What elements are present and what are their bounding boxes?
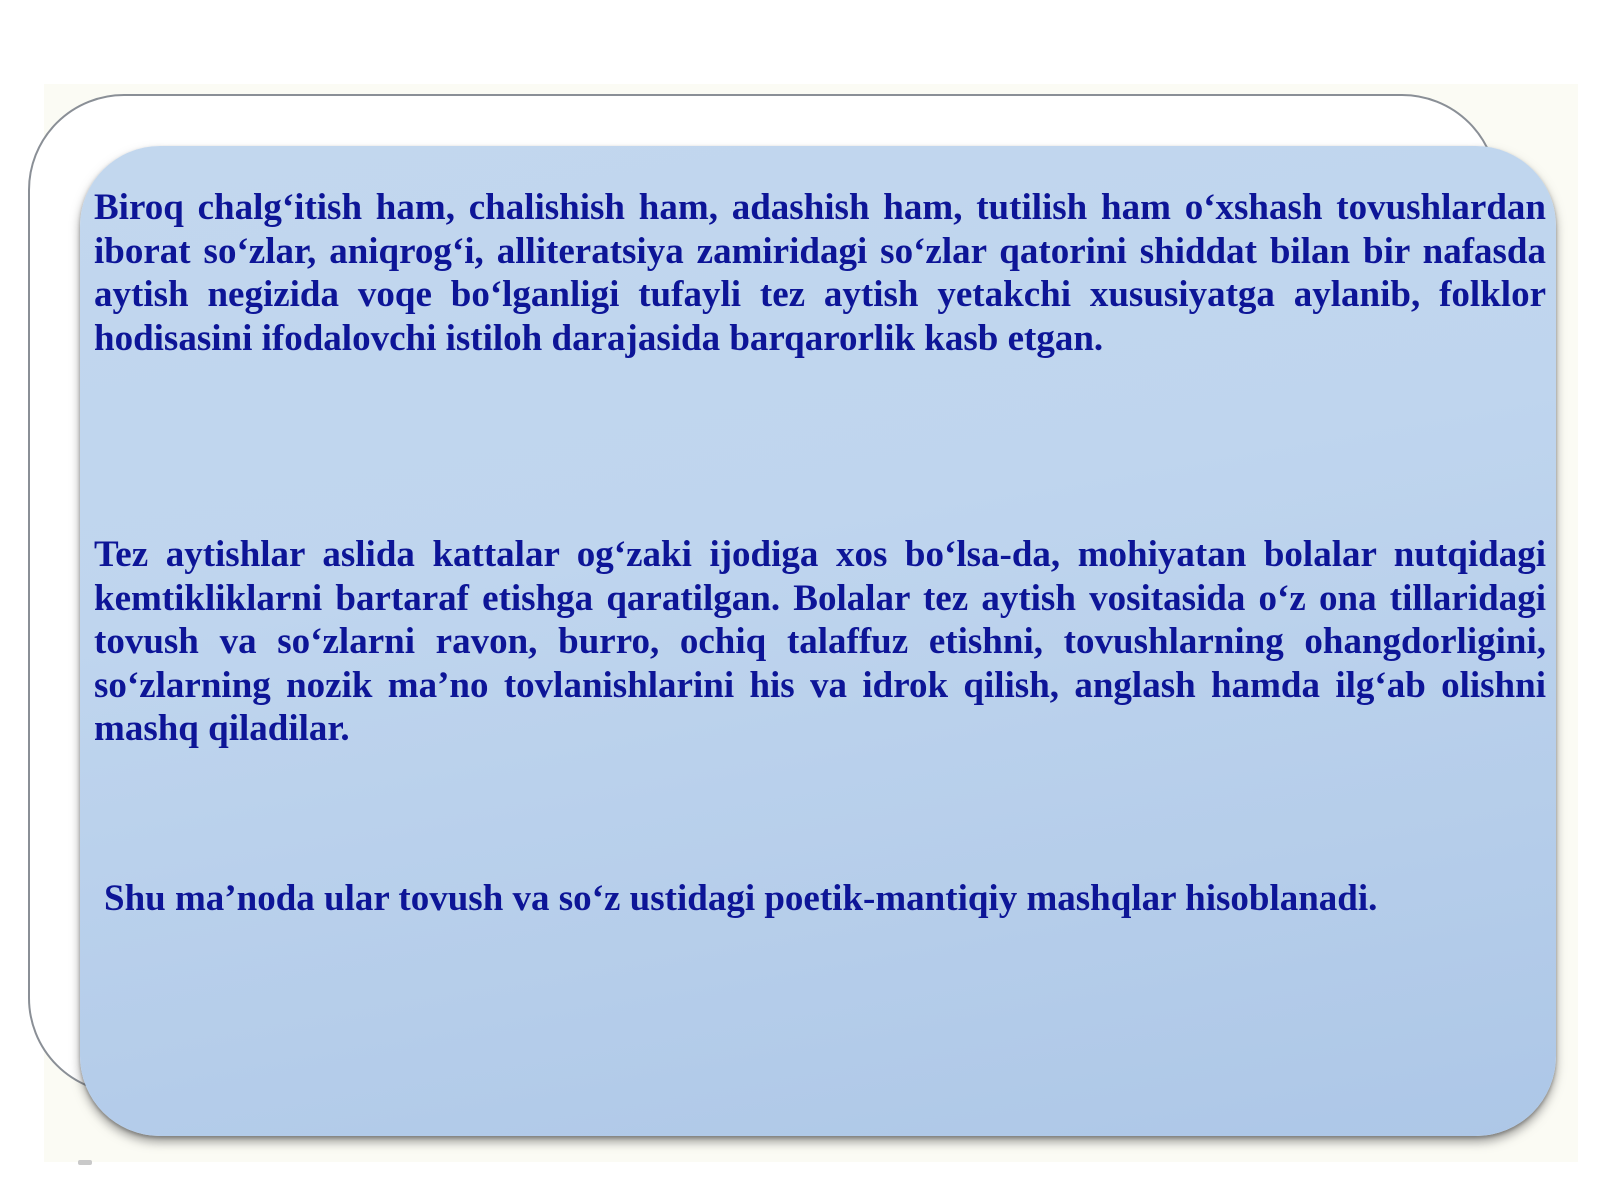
paragraph-2: Tez aytishlar aslida kattalar og‘zaki ijodiga xos bo‘lsa-da, mohiyatan bolalar nutqidagi kemtikliklarni bartaraf etishga qaratilgan. Bolalar tez aytish vositasida o‘z ona tillaridagi tovush va so‘zlarni ravon, burro, ochiq talaffuz etishni, tovushlarning ohangdorligini, so‘zlarning nozik ma’no tovlanishlarini his va idrok qilish, anglash hamda ilg‘ab olishni mashq qiladilar. [94, 534, 1546, 749]
corner-mark [78, 1160, 92, 1165]
paragraph-1: Biroq chalg‘itish ham, chalishish ham, adashish ham, tutilish ham o‘xshash tovushlardan iborat so‘zlar, aniqrog‘i, alliteratsiya zamiridagi so‘zlar qatorini shiddat bilan bir nafasda aytish negizida voqe bo‘lganligi tufayli tez aytish yetakchi xususiyatga aylanib, folklor hodisasini ifodalovchi istiloh darajasida barqarorlik kasb etgan. [94, 187, 1546, 359]
paragraph-3: Shu ma’noda ular tovush va so‘z ustidagi poetik-mantiqiy mashqlar hisoblanadi. [104, 878, 1378, 919]
